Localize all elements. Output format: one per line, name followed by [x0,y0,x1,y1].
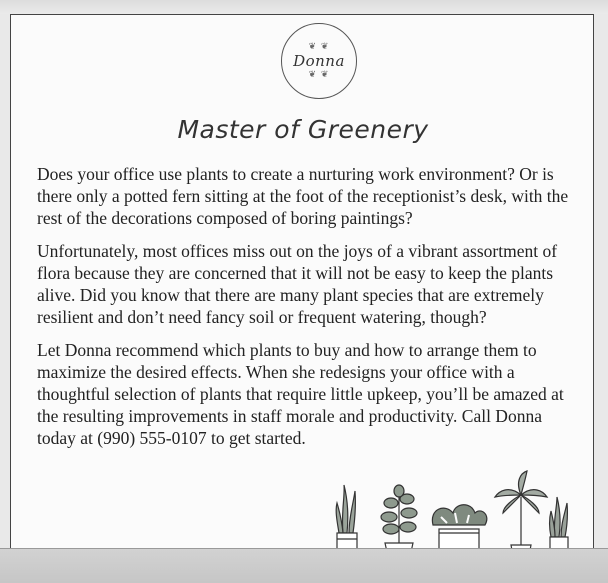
flyer-body [37,163,577,460]
bottom-shadow-strip [0,548,608,583]
flyer-card [10,14,594,566]
donna-logo [281,23,357,99]
page-edge-top [0,0,608,14]
logo-brand-name: Donna [293,52,345,70]
paragraph-1: Does your office use plants to create a nurturing work environment? Or is there only a potted fern sitting at the foot of the receptionist’s desk, with the rest of the decorations composed of boring paintings? [37,164,569,228]
paragraph-2: Unfortunately, most offices miss out on the joys of a vibrant assortment of flora because they are concerned that it will not be easy to keep the plants alive. Did you know that there are many plant species that are extremely resilient and don’t need fancy soil or frequent watering, though? [37,241,558,327]
paragraph-3: Let Donna recommend which plants to buy and how to arrange them to maximize the desired effects. When she redesigns your office with a thoughtful selection of plants that require little upkeep, you’ll be amazed at the resulting improvements in staff morale and productivity. Call Donna today at (990) 555-0107 to get started. [37,340,564,448]
flyer-title: Master of Greenery [177,115,429,144]
logo-flourish-top: ❦ ❦ [308,42,330,52]
logo-flourish-bottom: ❦ ❦ [308,70,330,80]
